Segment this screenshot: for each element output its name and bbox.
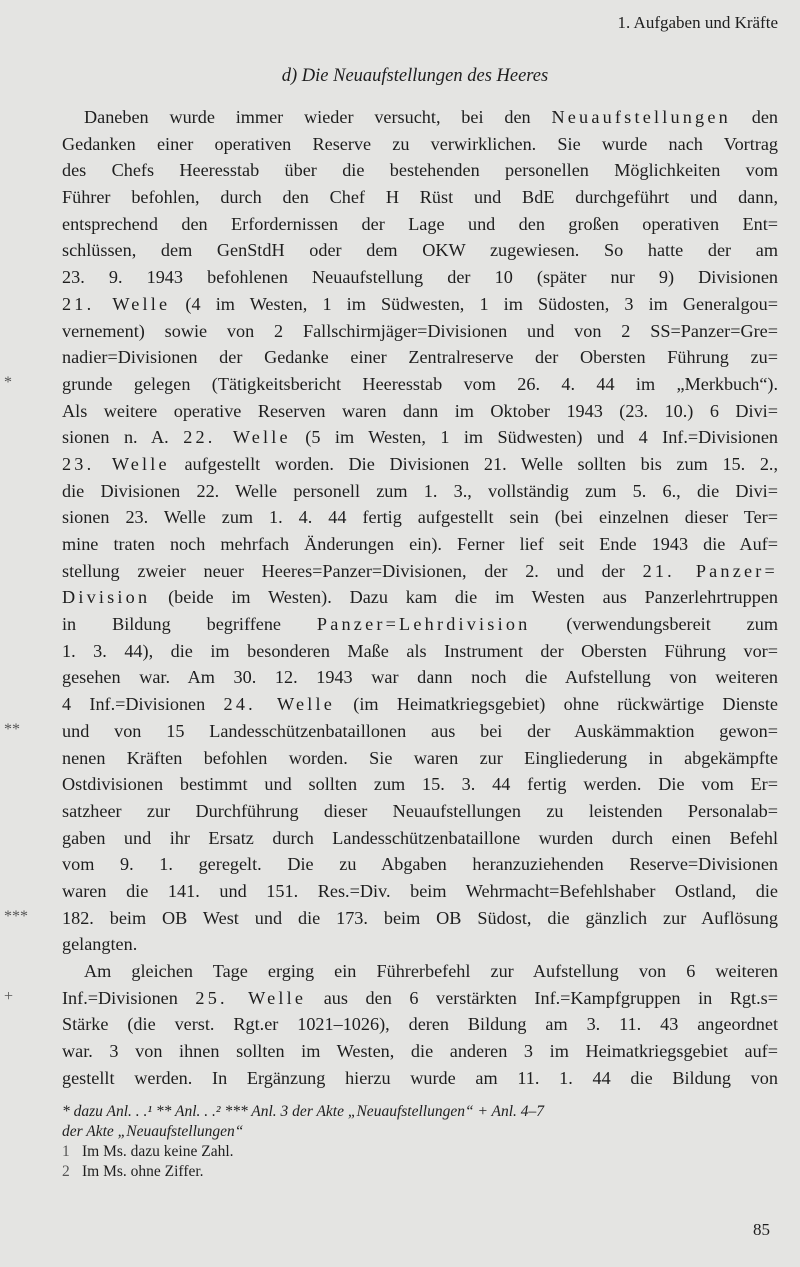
text-segment: schlüssen, dem GenStdH oder dem OKW zugewiesen. So hatte der am [62, 240, 778, 261]
text-line [62, 931, 778, 958]
text-line [62, 878, 778, 905]
text-line [62, 478, 778, 505]
text-line [62, 104, 778, 131]
running-head: 1. Aufgaben und Kräfte [617, 13, 778, 32]
text-line [62, 798, 778, 825]
footnote [62, 1142, 778, 1162]
text-line [62, 1011, 778, 1038]
text-line [62, 184, 778, 211]
editorial-note: * dazu Anl. . .¹ ** Anl. . .² *** Anl. 3 der Akte „Neuaufstellungen“ + Anl. 4–7 [62, 1103, 545, 1120]
text-segment: den [730, 107, 779, 127]
text-segment: (im Heimatkriegsgebiet) ohne rückwärtige Dienste [335, 694, 778, 715]
text-line [62, 771, 778, 798]
text-segment: vom 9. 1. geregelt. Die zu Abgaben heranzuziehenden Reserve=Divisionen [62, 854, 778, 875]
text-segment: (5 im Westen, 1 im Südwesten) und 4 Inf.=Divisionen [290, 427, 778, 448]
text-segment: aufgestellt worden. Die Divisionen 21. Welle sollten bis zum 15. 2., [169, 453, 779, 474]
text-segment: nenen Kräften befohlen worden. Sie waren zur Eingliederung in abgekämpfte [62, 747, 778, 768]
text-segment: nadier=Divisionen der Gedanke einer Zentralreserve der Obersten Führung zu= [62, 347, 778, 368]
text-segment: des Chefs Heeresstab über die bestehenden personellen Möglichkeiten vom [62, 160, 778, 181]
text-line [62, 638, 778, 665]
text-segment: (verwendungsbereit zum [530, 614, 778, 635]
text-segment: in Bildung begriffene [62, 614, 317, 635]
emphasized-text: 21. Panzer= [642, 560, 778, 581]
footnote-number: 2 [62, 1163, 70, 1180]
footnote [62, 1162, 778, 1182]
text-segment: gaben und ihr Ersatz durch Landesschützenbataillone wurden durch einen Befehl [62, 827, 778, 848]
text-segment: entsprechend den Erfordernissen der Lage und den großen operativen Ent= [62, 213, 778, 234]
emphasized-text: 21. Welle [62, 293, 171, 314]
emphasized-text: 23. Welle [62, 453, 170, 474]
text-line [62, 344, 778, 371]
footnote-number: 1 [62, 1143, 70, 1160]
margin-mark: ** [4, 721, 20, 739]
margin-mark: *** [4, 908, 28, 925]
text-line [62, 264, 778, 291]
text-line [62, 851, 778, 878]
text-segment: die Divisionen 22. Welle personell zum 1. 3., vollständig zum 5. 6., die Divi= [62, 480, 778, 501]
section-title: d) Die Neuaufstellungen des Heeres [281, 66, 549, 86]
text-line [62, 745, 778, 772]
emphasized-text: 25. Welle [195, 987, 307, 1008]
text-segment: grunde gelegen (Tätigkeitsbericht Heeresstab vom 26. 4. 44 im „Merkbuch“). [62, 373, 778, 394]
text-segment: gelangten. [62, 934, 138, 955]
text-line [62, 611, 778, 638]
emphasized-text: 22. Welle [183, 427, 291, 448]
body-text [62, 104, 778, 1091]
text-line [62, 1065, 778, 1092]
page-number: 85 [753, 1220, 770, 1239]
text-line [62, 1038, 778, 1065]
text-line [62, 237, 778, 264]
text-line [62, 664, 778, 691]
footnotes [62, 1102, 778, 1182]
text-line [62, 211, 778, 238]
footnote-text: Im Ms. ohne Ziffer. [82, 1163, 204, 1180]
text-segment: waren die 141. und 151. Res.=Div. beim Wehrmacht=Befehlshaber Ostland, die [62, 880, 778, 901]
text-segment: Daneben wurde immer wieder versucht, bei den [84, 107, 552, 127]
text-segment: 1. 3. 44), die im besonderen Maße als Instrument der Obersten Führung vor= [62, 640, 778, 661]
text-segment: (4 im Westen, 1 im Südwesten, 1 im Südosten, 3 im Generalgou= [170, 293, 778, 314]
text-segment: und von 15 Landesschützenbataillonen aus bei der Auskämmaktion gewon= [62, 720, 778, 741]
footnote-text: Im Ms. dazu keine Zahl. [82, 1143, 234, 1160]
text-segment: aus den 6 verstärkten Inf.=Kampfgruppen in Rgt.s= [306, 987, 778, 1008]
text-line [62, 558, 778, 585]
emphasized-text: Neuaufstellungen [551, 107, 731, 127]
text-line [62, 718, 778, 745]
text-segment: Führer befohlen, durch den Chef H Rüst und BdE durchgeführt und dann, [62, 187, 778, 208]
emphasized-text: Panzer=Lehrdivision [316, 614, 531, 635]
emphasized-text: 24. Welle [223, 694, 335, 715]
text-line [62, 504, 778, 531]
text-segment: satzheer zur Durchführung dieser Neuaufstellungen zu leistenden Personalab= [62, 800, 778, 821]
text-segment: gestellt werden. In Ergänzung hierzu wurde am 11. 1. 44 die Bildung von [62, 1067, 778, 1088]
text-line [62, 424, 778, 451]
text-line [62, 318, 778, 345]
text-line [62, 691, 778, 718]
editorial-note-continued: der Akte „Neuaufstellungen“ [62, 1123, 244, 1140]
text-line [62, 131, 778, 158]
text-line [62, 451, 778, 478]
margin-mark: + [4, 988, 14, 1006]
text-segment: gesehen war. Am 30. 12. 1943 war dann noch die Aufstellung von weiteren [62, 667, 778, 688]
text-line [62, 291, 778, 318]
text-segment: 182. beim OB West und die 173. beim OB Südost, die gänzlich zur Auflösung [62, 907, 778, 928]
text-line [62, 905, 778, 932]
text-segment: 23. 9. 1943 befohlenen Neuaufstellung der 10 (später nur 9) Divisionen [62, 267, 778, 288]
text-segment: (beide im Westen). Dazu kam die im Westen aus Panzerlehrtruppen [150, 587, 778, 608]
text-segment: stellung zweier neuer Heeres=Panzer=Divisionen, der 2. und der [62, 560, 643, 581]
emphasized-text: Division [62, 587, 151, 608]
text-line [62, 398, 778, 425]
text-segment: Ostdivisionen bestimmt und sollten zum 15. 3. 44 fertig werden. Die vom Er= [62, 774, 778, 795]
margin-mark: * [4, 374, 12, 391]
text-line [62, 584, 778, 611]
text-segment: war. 3 von ihnen sollten im Westen, die anderen 3 im Heimatkriegsgebiet auf= [62, 1041, 778, 1062]
text-line [62, 531, 778, 558]
text-line [62, 985, 778, 1012]
text-segment: Am gleichen Tage erging ein Führerbefehl zur Aufstellung von 6 weiteren [84, 961, 778, 981]
text-segment: Stärke (die verst. Rgt.er 1021–1026), deren Bildung am 3. 11. 43 angeordnet [62, 1014, 778, 1035]
text-line [62, 825, 778, 852]
text-line [62, 157, 778, 184]
text-segment: Gedanken einer operativen Reserve zu verwirklichen. Sie wurde nach Vortrag [62, 133, 778, 154]
text-segment: 4 Inf.=Divisionen [62, 694, 224, 715]
text-segment: sionen 23. Welle zum 1. 4. 44 fertig aufgestellt sein (bei einzelnen dieser Ter= [62, 507, 778, 528]
text-line [62, 371, 778, 398]
text-segment: mine traten noch mehrfach Änderungen ein). Ferner lief seit Ende 1943 die Auf= [62, 534, 778, 554]
text-segment: Inf.=Divisionen [62, 987, 196, 1008]
text-segment: vernement) sowie von 2 Fallschirmjäger=Divisionen und von 2 SS=Panzer=Gre= [62, 320, 778, 341]
text-line [62, 958, 778, 985]
text-segment: Als weitere operative Reserven waren dann im Oktober 1943 (23. 10.) 6 Divi= [62, 400, 778, 421]
text-segment: sionen n. A. [62, 427, 184, 448]
